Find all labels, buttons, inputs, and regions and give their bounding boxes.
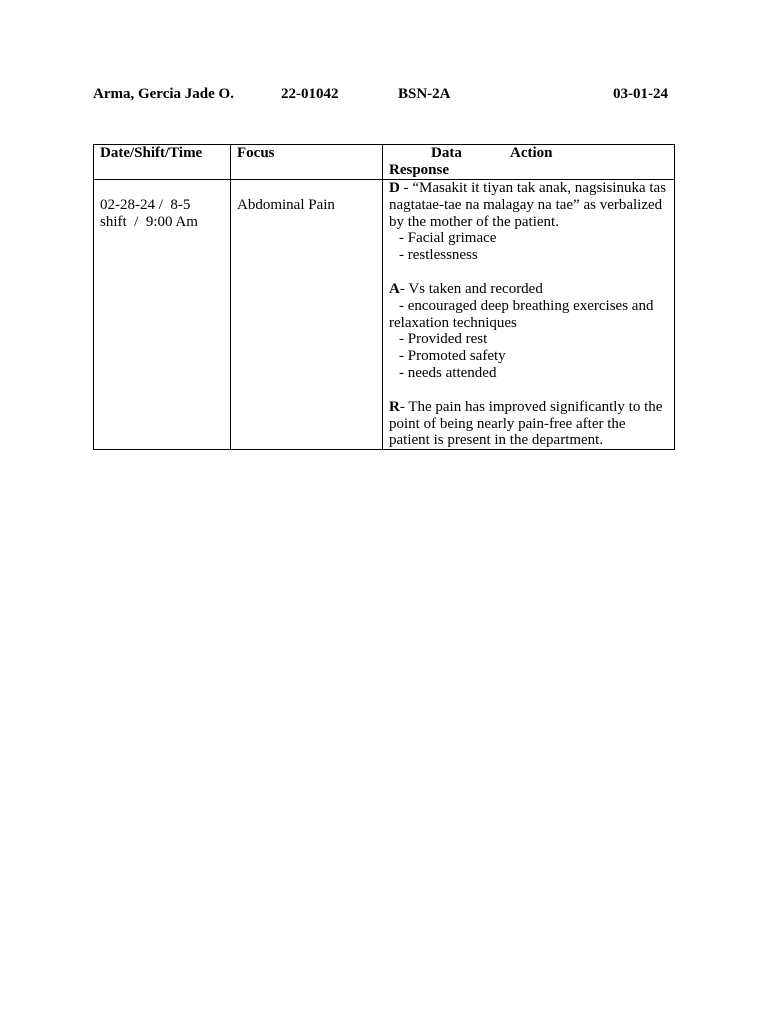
table-header-row (94, 145, 675, 180)
action-section (389, 281, 668, 382)
fdar-table (93, 144, 675, 450)
date-line-1: 02-28-24 / 8-5 (100, 197, 191, 213)
response-letter: R (389, 398, 400, 415)
table-row (94, 180, 675, 450)
document-header (93, 86, 675, 108)
student-id: 22-01042 (281, 86, 339, 102)
header-dar (383, 145, 675, 180)
course-section: BSN-2A (398, 86, 451, 102)
response-text: - The pain has improved significantly to the point of being nearly pain-free after the patient is present in the department. (389, 398, 663, 449)
cell-dar (383, 180, 675, 450)
response-section (389, 399, 668, 449)
header-action: Action (510, 145, 553, 161)
data-letter: D (389, 180, 400, 196)
data-item: - Facial grimace (399, 230, 497, 247)
cell-date-shift-time (94, 180, 231, 450)
focus-text: Abdominal Pain (237, 197, 335, 213)
action-item: - needs attended (399, 364, 497, 381)
header-date-shift-time: Date/Shift/Time (94, 145, 231, 180)
action-item: - Provided rest (399, 331, 488, 348)
action-continuation: relaxation techniques (389, 314, 517, 331)
student-name: Arma, Gercia Jade O. (93, 86, 234, 102)
action-text: - Vs taken and recorded (399, 280, 543, 297)
document-date: 03-01-24 (613, 86, 668, 102)
header-data: Data (431, 145, 462, 161)
header-response: Response (389, 162, 450, 178)
data-item: - restlessness (399, 247, 478, 264)
date-line-2: shift / 9:00 Am (100, 213, 198, 230)
action-item: - Promoted safety (399, 348, 506, 365)
cell-focus (231, 180, 383, 450)
header-focus: Focus (231, 145, 383, 180)
action-item: - encouraged deep breathing exercises and (399, 297, 654, 314)
data-section (389, 180, 668, 264)
action-letter: A (389, 280, 400, 297)
data-text: - “Masakit it tiyan tak anak, nagsisinuka tas nagtatae-tae na malagay na tae” as verbalized by the mother of the patient. (389, 180, 667, 230)
